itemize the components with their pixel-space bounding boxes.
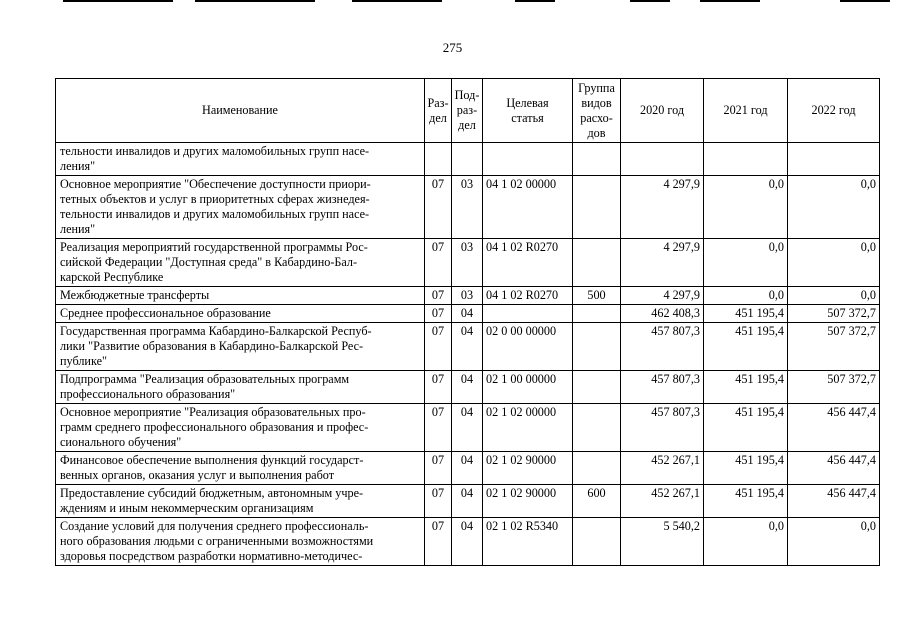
cell-name: Основное мероприятие "Реализация образовательных про- грамм среднего профессионального образования и профес- сионального обучения" (56, 404, 425, 452)
cell-celevaya: 02 1 02 R5340 (483, 518, 573, 566)
cell-2021: 451 195,4 (704, 323, 788, 371)
cell-razdel: 07 (425, 371, 452, 404)
cell-2022: 0,0 (788, 518, 880, 566)
cell-name: тельности инвалидов и других маломобильных групп насе- ления" (56, 143, 425, 176)
cell-2022: 507 372,7 (788, 323, 880, 371)
cell-gruppa (573, 452, 621, 485)
cell-gruppa (573, 371, 621, 404)
cell-2020: 4 297,9 (621, 287, 704, 305)
table-row (56, 176, 880, 239)
cell-podrazdel: 03 (452, 239, 483, 287)
page-number: 275 (442, 40, 463, 55)
cell-podrazdel: 04 (452, 452, 483, 485)
cell-celevaya: 02 1 02 90000 (483, 485, 573, 518)
table-row (56, 485, 880, 518)
top-rule (195, 0, 315, 2)
header-2021: 2021 год (704, 79, 788, 143)
cell-gruppa (573, 305, 621, 323)
cell-podrazdel: 04 (452, 371, 483, 404)
cell-2021: 451 195,4 (704, 404, 788, 452)
cell-name: Межбюджетные трансферты (56, 287, 425, 305)
cell-celevaya: 02 1 02 00000 (483, 404, 573, 452)
cell-celevaya: 04 1 02 R0270 (483, 239, 573, 287)
cell-celevaya: 02 1 02 90000 (483, 452, 573, 485)
cell-name: Реализация мероприятий государственной программы Рос- сийской Федерации "Доступная среда" в Кабардино-Бал- карской Республике (56, 239, 425, 287)
table-row (56, 371, 880, 404)
cell-name: Финансовое обеспечение выполнения функций государст- венных органов, оказания услуг и выполнения работ (56, 452, 425, 485)
cell-podrazdel: 04 (452, 518, 483, 566)
cell-2022: 507 372,7 (788, 371, 880, 404)
header-2022: 2022 год (788, 79, 880, 143)
table-row (56, 239, 880, 287)
cell-2022: 456 447,4 (788, 452, 880, 485)
cell-2021: 451 195,4 (704, 485, 788, 518)
cell-razdel: 07 (425, 305, 452, 323)
cell-gruppa (573, 176, 621, 239)
cell-2020: 457 807,3 (621, 371, 704, 404)
table-row (56, 143, 880, 176)
table-row (56, 287, 880, 305)
cell-2020: 452 267,1 (621, 485, 704, 518)
cell-podrazdel: 04 (452, 404, 483, 452)
top-rule (352, 0, 442, 2)
top-rule (840, 0, 890, 2)
cell-2020 (621, 143, 704, 176)
table-row (56, 305, 880, 323)
top-rule (630, 0, 670, 2)
table-row (56, 452, 880, 485)
cell-2020: 457 807,3 (621, 404, 704, 452)
cell-razdel: 07 (425, 323, 452, 371)
cell-gruppa: 600 (573, 485, 621, 518)
cell-gruppa (573, 239, 621, 287)
cell-gruppa (573, 404, 621, 452)
cell-2021: 451 195,4 (704, 305, 788, 323)
cell-2021: 0,0 (704, 239, 788, 287)
cell-name: Государственная программа Кабардино-Балкарской Респуб- лики "Развитие образования в Кабардино-Балкарской Рес- публике" (56, 323, 425, 371)
cell-2022 (788, 143, 880, 176)
cell-razdel: 07 (425, 485, 452, 518)
cell-razdel: 07 (425, 518, 452, 566)
cell-podrazdel (452, 143, 483, 176)
cell-gruppa (573, 143, 621, 176)
cell-2022: 456 447,4 (788, 404, 880, 452)
cell-name: Среднее профессиональное образование (56, 305, 425, 323)
cell-razdel: 07 (425, 176, 452, 239)
header-2020: 2020 год (621, 79, 704, 143)
cell-celevaya (483, 143, 573, 176)
cell-razdel: 07 (425, 404, 452, 452)
table-body (56, 143, 880, 566)
cell-celevaya: 04 1 02 00000 (483, 176, 573, 239)
top-rule (700, 0, 760, 2)
cell-celevaya: 02 1 00 00000 (483, 371, 573, 404)
table-row (56, 518, 880, 566)
cell-razdel (425, 143, 452, 176)
cell-razdel: 07 (425, 287, 452, 305)
table-row (56, 404, 880, 452)
top-rule (63, 0, 173, 2)
cell-celevaya (483, 305, 573, 323)
table-header-row (56, 79, 880, 143)
cell-2022: 0,0 (788, 239, 880, 287)
cell-2021: 0,0 (704, 287, 788, 305)
header-gruppa: Группа видов расхо- дов (573, 79, 621, 143)
cell-2021: 0,0 (704, 176, 788, 239)
cell-podrazdel: 04 (452, 485, 483, 518)
cell-name: Создание условий для получения среднего профессиональ- ного образования людьми с ограниченными возможностями здоровья посредством разработки нормативно-методичес- (56, 518, 425, 566)
cell-razdel: 07 (425, 452, 452, 485)
budget-table (55, 78, 880, 566)
cell-podrazdel: 04 (452, 323, 483, 371)
cell-2021: 451 195,4 (704, 371, 788, 404)
cell-name: Основное мероприятие "Обеспечение доступности приори- тетных объектов и услуг в приоритетных сферах жизнедея- тельности инвалидов и других маломобильных групп насе- ления" (56, 176, 425, 239)
header-name: Наименование (56, 79, 425, 143)
cell-podrazdel: 03 (452, 176, 483, 239)
cell-name: Предоставление субсидий бюджетным, автономным учре- ждениям и иным некоммерческим организациям (56, 485, 425, 518)
header-razdel: Раз- дел (425, 79, 452, 143)
cell-2022: 507 372,7 (788, 305, 880, 323)
cell-name: Подпрограмма "Реализация образовательных программ профессионального образования" (56, 371, 425, 404)
header-podrazdel: Под- раз- дел (452, 79, 483, 143)
cell-2020: 462 408,3 (621, 305, 704, 323)
cell-2021: 0,0 (704, 518, 788, 566)
cell-2020: 4 297,9 (621, 176, 704, 239)
cell-podrazdel: 04 (452, 305, 483, 323)
cell-2020: 4 297,9 (621, 239, 704, 287)
cell-2021 (704, 143, 788, 176)
cell-gruppa (573, 518, 621, 566)
cell-2022: 0,0 (788, 176, 880, 239)
cell-2020: 5 540,2 (621, 518, 704, 566)
cell-celevaya: 02 0 00 00000 (483, 323, 573, 371)
cell-gruppa: 500 (573, 287, 621, 305)
table-row (56, 323, 880, 371)
top-rule (515, 0, 555, 2)
cell-podrazdel: 03 (452, 287, 483, 305)
cell-razdel: 07 (425, 239, 452, 287)
cell-2022: 456 447,4 (788, 485, 880, 518)
header-celevaya: Целевая статья (483, 79, 573, 143)
cell-2022: 0,0 (788, 287, 880, 305)
cell-celevaya: 04 1 02 R0270 (483, 287, 573, 305)
cell-2020: 457 807,3 (621, 323, 704, 371)
cell-gruppa (573, 323, 621, 371)
cell-2020: 452 267,1 (621, 452, 704, 485)
cell-2021: 451 195,4 (704, 452, 788, 485)
